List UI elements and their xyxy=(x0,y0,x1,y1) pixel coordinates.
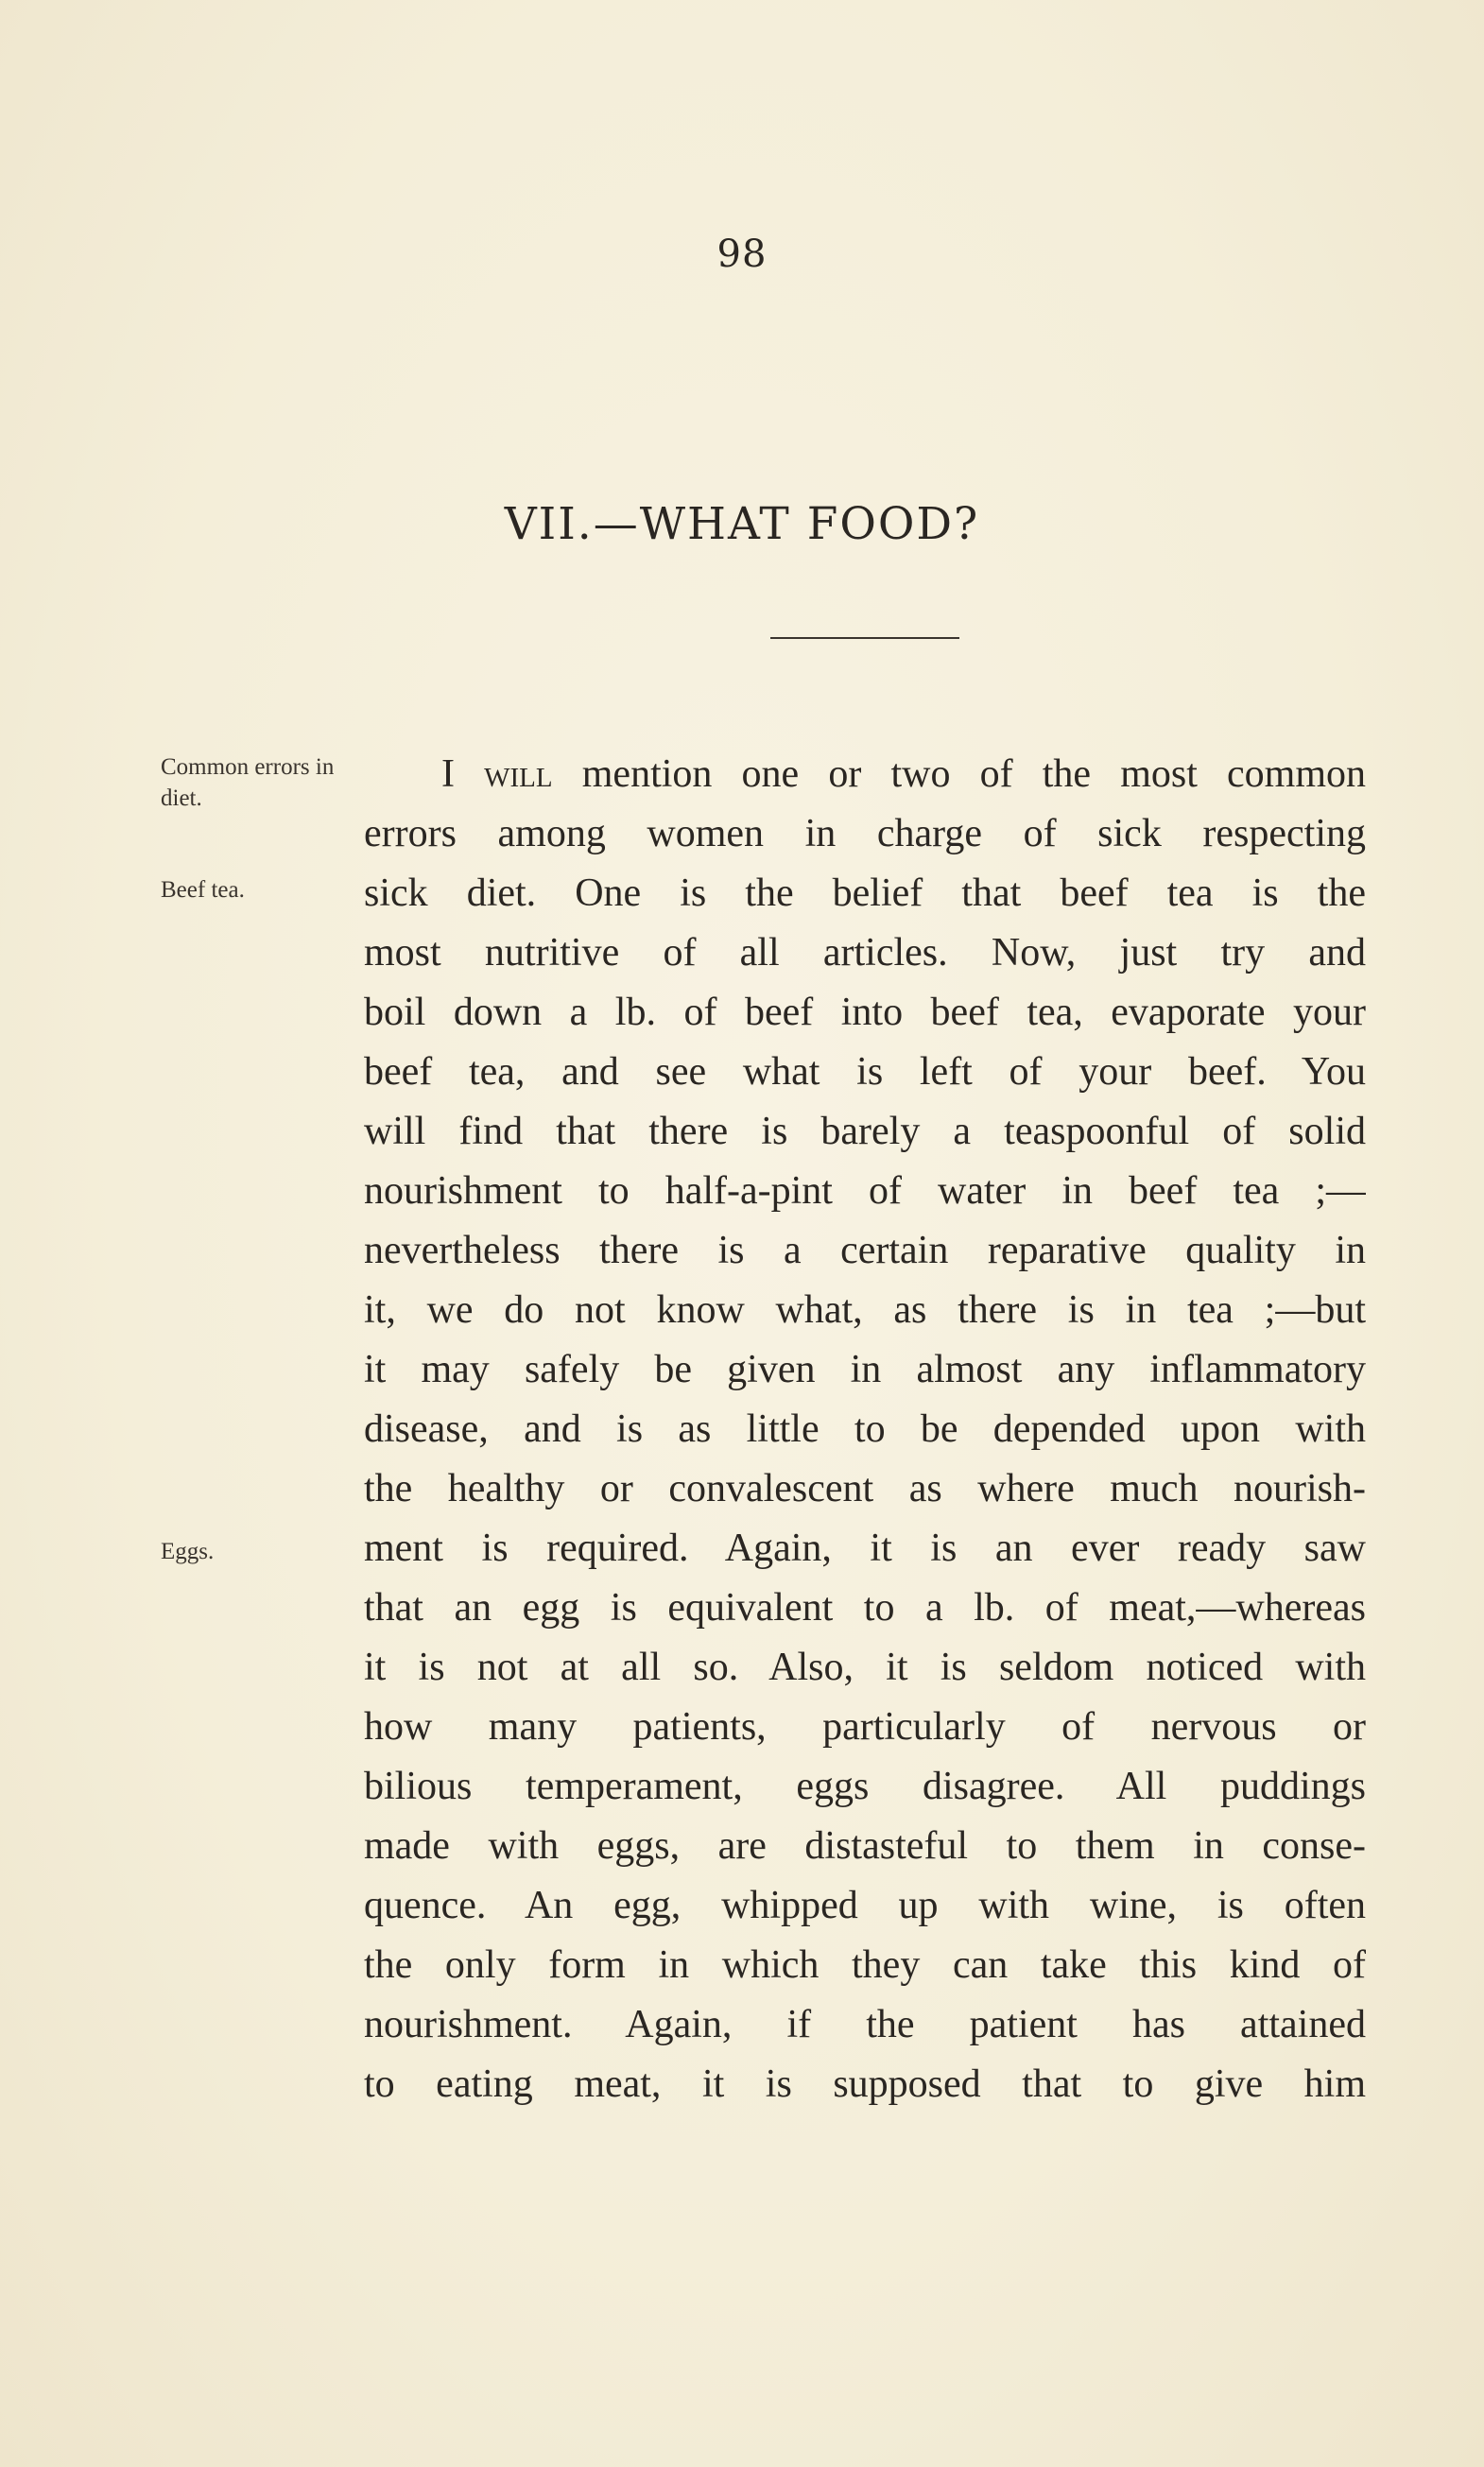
text-line: to eating meat, it is supposed that to give him xyxy=(364,2062,1366,2106)
text-line: nevertheless there is a certain reparative quality in xyxy=(364,1229,1366,1272)
text-line: bilious temperament, eggs disagree. All puddings xyxy=(364,1765,1366,1808)
text-line: the healthy or convalescent as where much nourish- xyxy=(364,1467,1366,1510)
text-line: boil down a lb. of beef into beef tea, evaporate your xyxy=(364,991,1366,1034)
body-text xyxy=(364,745,1366,2114)
first-word-smallcaps: will xyxy=(484,752,553,796)
text-line: that an egg is equivalent to a lb. of meat,—whereas xyxy=(364,1586,1366,1630)
title-rule xyxy=(770,637,959,639)
text-line: made with eggs, are distasteful to them in conse- xyxy=(364,1824,1366,1868)
text-line: sick diet. One is the belief that beef tea is the xyxy=(364,871,1366,915)
text-line: it may safely be given in almost any inflammatory xyxy=(364,1348,1366,1391)
text-line: quence. An egg, whipped up with wine, is often xyxy=(364,1884,1366,1927)
margin-note-common-errors: Common errors in diet. xyxy=(161,754,335,811)
text-line: nourishment to half-a-pint of water in beef tea ;— xyxy=(364,1169,1366,1213)
chapter-title: VII.—WHAT FOOD? xyxy=(504,498,980,550)
text-line: it, we do not know what, as there is in tea ;—but xyxy=(364,1288,1366,1332)
text-line: ment is required. Again, it is an ever ready saw xyxy=(364,1527,1366,1570)
text-line: nourishment. Again, if the patient has attained xyxy=(364,2003,1366,2046)
text-line: most nutritive of all articles. Now, just try and xyxy=(364,931,1366,975)
first-word: I xyxy=(441,752,455,796)
first-line-rest: mention one or two of the most common xyxy=(552,752,1366,796)
margin-note-beef-tea: Beef tea. xyxy=(161,877,245,903)
text-line: the only form in which they can take this kind of xyxy=(364,1943,1366,1987)
text-line: errors among women in charge of sick respecting xyxy=(364,812,1366,855)
page-number: 98 xyxy=(716,233,768,276)
text-line: it is not at all so. Also, it is seldom noticed with xyxy=(364,1646,1366,1689)
text-line: disease, and is as little to be depended upon with xyxy=(364,1407,1366,1451)
margin-note-eggs: Eggs. xyxy=(161,1539,215,1564)
text-line xyxy=(364,745,1366,804)
text-line: how many patients, particularly of nervous or xyxy=(364,1705,1366,1749)
text-line: beef tea, and see what is left of your beef. You xyxy=(364,1050,1366,1094)
text-line: will find that there is barely a teaspoonful of solid xyxy=(364,1110,1366,1153)
